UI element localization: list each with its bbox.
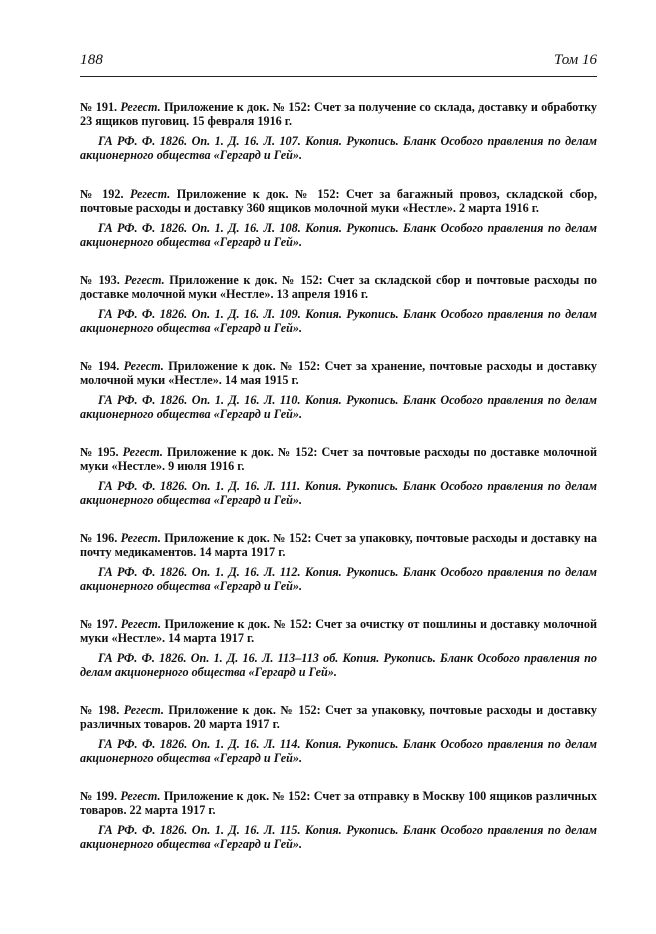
document-entry bbox=[80, 617, 597, 679]
regest-label: Регест. bbox=[120, 617, 162, 631]
regest-paragraph bbox=[80, 789, 597, 817]
regest-label: Регест. bbox=[124, 273, 165, 287]
volume-label: Том 16 bbox=[553, 52, 597, 68]
regest-paragraph bbox=[80, 445, 597, 473]
archive-reference: ГА РФ. Ф. 1826. Оп. 1. Д. 16. Л. 115. Копия. Рукопись. Бланк Особого правления по делам акционерного общества «Гергард и Гей». bbox=[80, 823, 597, 851]
entry-number: № 198. bbox=[80, 703, 120, 717]
entry-number: № 197. bbox=[80, 617, 118, 631]
document-entry bbox=[80, 187, 597, 249]
document-entry bbox=[80, 359, 597, 421]
regest-label: Регест. bbox=[120, 531, 161, 545]
archive-reference: ГА РФ. Ф. 1826. Оп. 1. Д. 16. Л. 111. Копия. Рукопись. Бланк Особого правления по делам акционерного общества «Гергард и Гей». bbox=[80, 479, 597, 507]
regest-label: Регест. bbox=[130, 187, 171, 201]
regest-label: Регест. bbox=[120, 100, 161, 114]
archive-reference: ГА РФ. Ф. 1826. Оп. 1. Д. 16. Л. 114. Копия. Рукопись. Бланк Особого правления по делам акционерного общества «Гергард и Гей». bbox=[80, 737, 597, 765]
entry-number: № 199. bbox=[80, 789, 118, 803]
entry-number: № 192. bbox=[80, 187, 124, 201]
regest-paragraph bbox=[80, 703, 597, 731]
regest-paragraph bbox=[80, 100, 597, 128]
archive-reference: ГА РФ. Ф. 1826. Оп. 1. Д. 16. Л. 109. Копия. Рукопись. Бланк Особого правления по делам акционерного общества «Гергард и Гей». bbox=[80, 307, 597, 335]
entry-number: № 194. bbox=[80, 359, 120, 373]
entry-number: № 193. bbox=[80, 273, 120, 287]
archive-reference: ГА РФ. Ф. 1826. Оп. 1. Д. 16. Л. 108. Копия. Рукопись. Бланк Особого правления по делам акционерного общества «Гергард и Гей». bbox=[80, 221, 597, 249]
page-number: 188 bbox=[80, 52, 104, 68]
regest-label: Регест. bbox=[122, 445, 163, 459]
regest-text: Приложение к док. № 152: Счет за отправку в Москву 100 ящиков различных товаров. 22 марта 1917 г. bbox=[80, 789, 598, 817]
regest-text: Приложение к док. № 152: Счет за получение со склада, доставку и обработку 23 ящиков пуговиц. 15 февраля 1916 г. bbox=[80, 100, 598, 128]
regest-paragraph bbox=[80, 187, 597, 215]
regest-text: Приложение к док. № 152: Счет за складской сбор и почтовые расходы по доставке молочной муки «Нестле». 13 апреля 1916 г. bbox=[80, 273, 598, 301]
regest-label: Регест. bbox=[123, 703, 164, 717]
regest-label: Регест. bbox=[123, 359, 164, 373]
document-entry bbox=[80, 100, 597, 162]
document-entry bbox=[80, 703, 597, 765]
regest-paragraph bbox=[80, 359, 597, 387]
regest-text: Приложение к док. № 152: Счет за хранение, почтовые расходы и доставку молочной муки «Нестле». 14 мая 1915 г. bbox=[80, 359, 598, 387]
regest-paragraph bbox=[80, 531, 597, 559]
regest-text: Приложение к док. № 152: Счет за упаковку, почтовые расходы и доставку различных товаров. 20 марта 1917 г. bbox=[80, 703, 598, 731]
entry-number: № 195. bbox=[80, 445, 119, 459]
document-entry bbox=[80, 445, 597, 507]
archive-reference: ГА РФ. Ф. 1826. Оп. 1. Д. 16. Л. 107. Копия. Рукопись. Бланк Особого правления по делам акционерного общества «Гергард и Гей». bbox=[80, 134, 597, 162]
entry-number: № 196. bbox=[80, 531, 118, 545]
archive-reference: ГА РФ. Ф. 1826. Оп. 1. Д. 16. Л. 113–113 об. Копия. Рукопись. Бланк Особого правления по делам акционерного общества «Гергард и Гей». bbox=[80, 651, 597, 679]
document-entry bbox=[80, 273, 597, 335]
archive-reference: ГА РФ. Ф. 1826. Оп. 1. Д. 16. Л. 112. Копия. Рукопись. Бланк Особого правления по делам акционерного общества «Гергард и Гей». bbox=[80, 565, 597, 593]
entry-number: № 191. bbox=[80, 100, 118, 114]
regest-text: Приложение к док. № 152: Счет за очистку от пошлины и доставку молочной муки «Нестле». 14 марта 1917 г. bbox=[80, 617, 598, 645]
archive-reference: ГА РФ. Ф. 1826. Оп. 1. Д. 16. Л. 110. Копия. Рукопись. Бланк Особого правления по делам акционерного общества «Гергард и Гей». bbox=[80, 393, 597, 421]
document-entry bbox=[80, 531, 597, 593]
regest-paragraph bbox=[80, 617, 597, 645]
regest-text: Приложение к док. № 152: Счет за упаковку, почтовые расходы и доставку на почту медикаментов. 14 марта 1917 г. bbox=[80, 531, 598, 559]
page-header bbox=[80, 52, 597, 76]
regest-paragraph bbox=[80, 273, 597, 301]
regest-label: Регест. bbox=[120, 789, 161, 803]
regest-text: Приложение к док. № 152: Счет за почтовые расходы по доставке молочной муки «Нестле». 9 июля 1916 г. bbox=[80, 445, 598, 473]
document-entry bbox=[80, 789, 597, 851]
regest-text: Приложение к док. № 152: Счет за багажный провоз, складской сбор, почтовые расходы и доставку 360 ящиков молочной муки «Нестле». 2 марта 1916 г. bbox=[80, 187, 598, 215]
header-divider bbox=[80, 76, 597, 77]
